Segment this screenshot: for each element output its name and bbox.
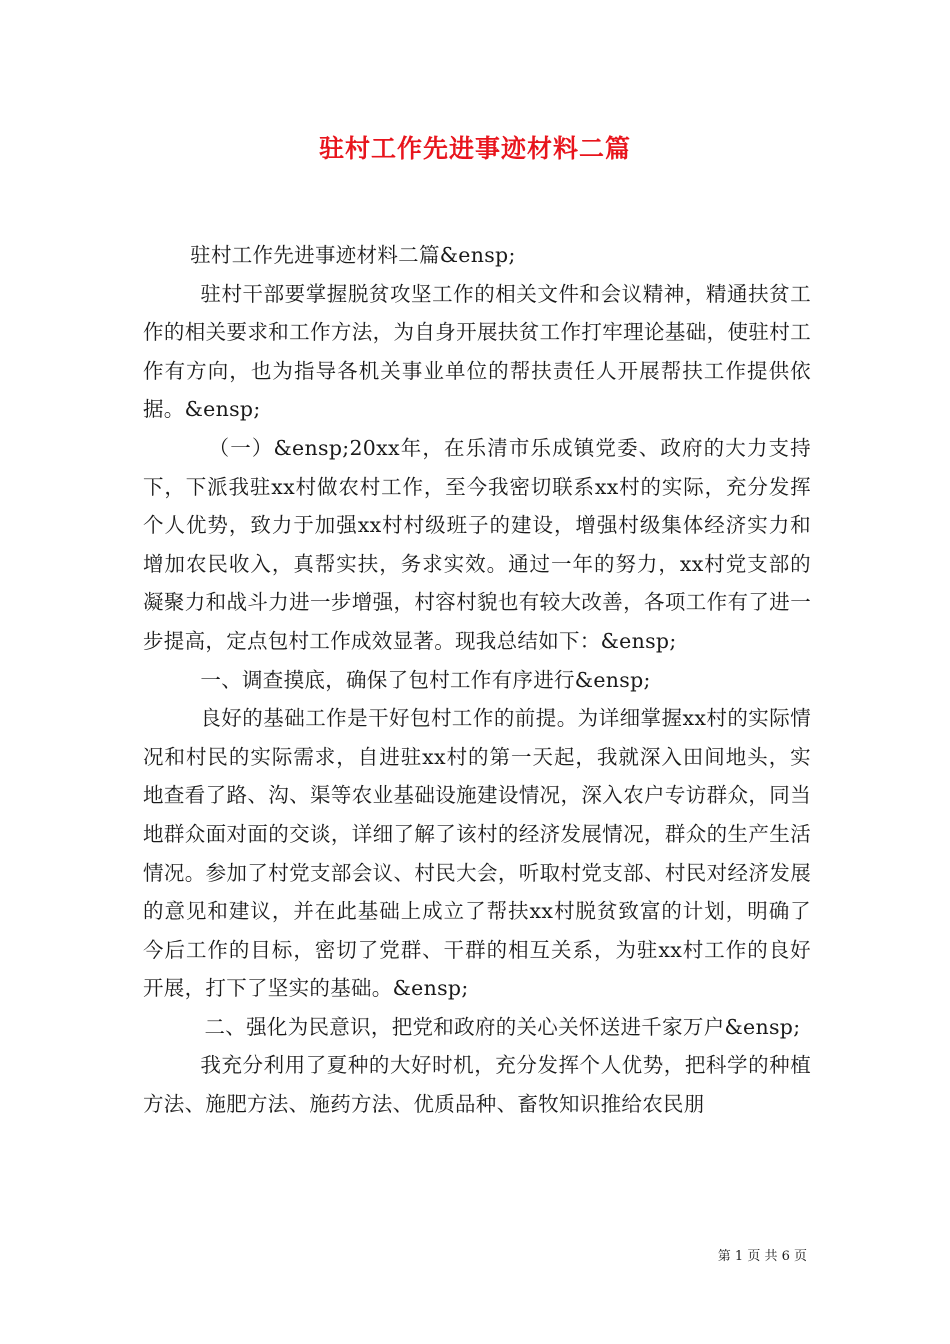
- document-body: [143, 236, 811, 1124]
- section-heading-2: 二、强化为民意识，把党和政府的关心关怀送进千家万户&ensp;: [204, 1014, 801, 1039]
- paragraph-4: 良好的基础工作是干好包村工作的前提。为详细掌握xx村的实际情况和村民的实际需求，自进驻xx村的第一天起，我就深入田间地头，实地查看了路、沟、渠等农业基础设施建设情况，深入农户专访群众，同当地群众面对面的交谈，详细了解了该村的经济发展情况，群众的生产生活情况。参加了村党支部会议、村民大会，听取村党支部、村民对经济发展的意见和建议，并在此基础上成立了帮扶xx村脱贫致富的计划，明确了今后工作的目标，密切了党群、干群的相互关系，为驻xx村工作的良好开展，打下了坚实的基础。&ensp;: [143, 706, 811, 1001]
- paragraph-2: 驻村干部要掌握脱贫攻坚工作的相关文件和会议精神，精通扶贫工作的相关要求和工作方法，为自身开展扶贫工作打牢理论基础，使驻村工作有方向，也为指导各机关事业单位的帮扶责任人开展帮扶工作提供依据。&ensp;: [143, 281, 811, 422]
- paragraph-3: （一）&ensp;20xx年，在乐清市乐成镇党委、政府的大力支持下，下派我驻xx村做农村工作，至今我密切联系xx村的实际，充分发挥个人优势，致力于加强xx村村级班子的建设，增强村级集体经济实力和增加农民收入，真帮实扶，务求实效。通过一年的努力，xx村党支部的凝聚力和战斗力进一步增强，村容村貌也有较大改善，各项工作有了进一步提高，定点包村工作成效显著。现我总结如下：&ensp;: [143, 435, 811, 653]
- section-heading-1: 一、调查摸底，确保了包村工作有序进行&ensp;: [200, 667, 651, 692]
- page-number-footer: 第 1 页 共 6 页: [717, 1249, 807, 1264]
- paragraph-5: 我充分利用了夏种的大好时机，充分发挥个人优势，把科学的种植方法、施肥方法、施药方法、优质品种、畜牧知识推给农民朋: [143, 1053, 811, 1117]
- paragraph-1: 驻村工作先进事迹材料二篇&ensp;: [190, 243, 516, 267]
- document-title: 驻村工作先进事迹材料二篇: [318, 134, 631, 163]
